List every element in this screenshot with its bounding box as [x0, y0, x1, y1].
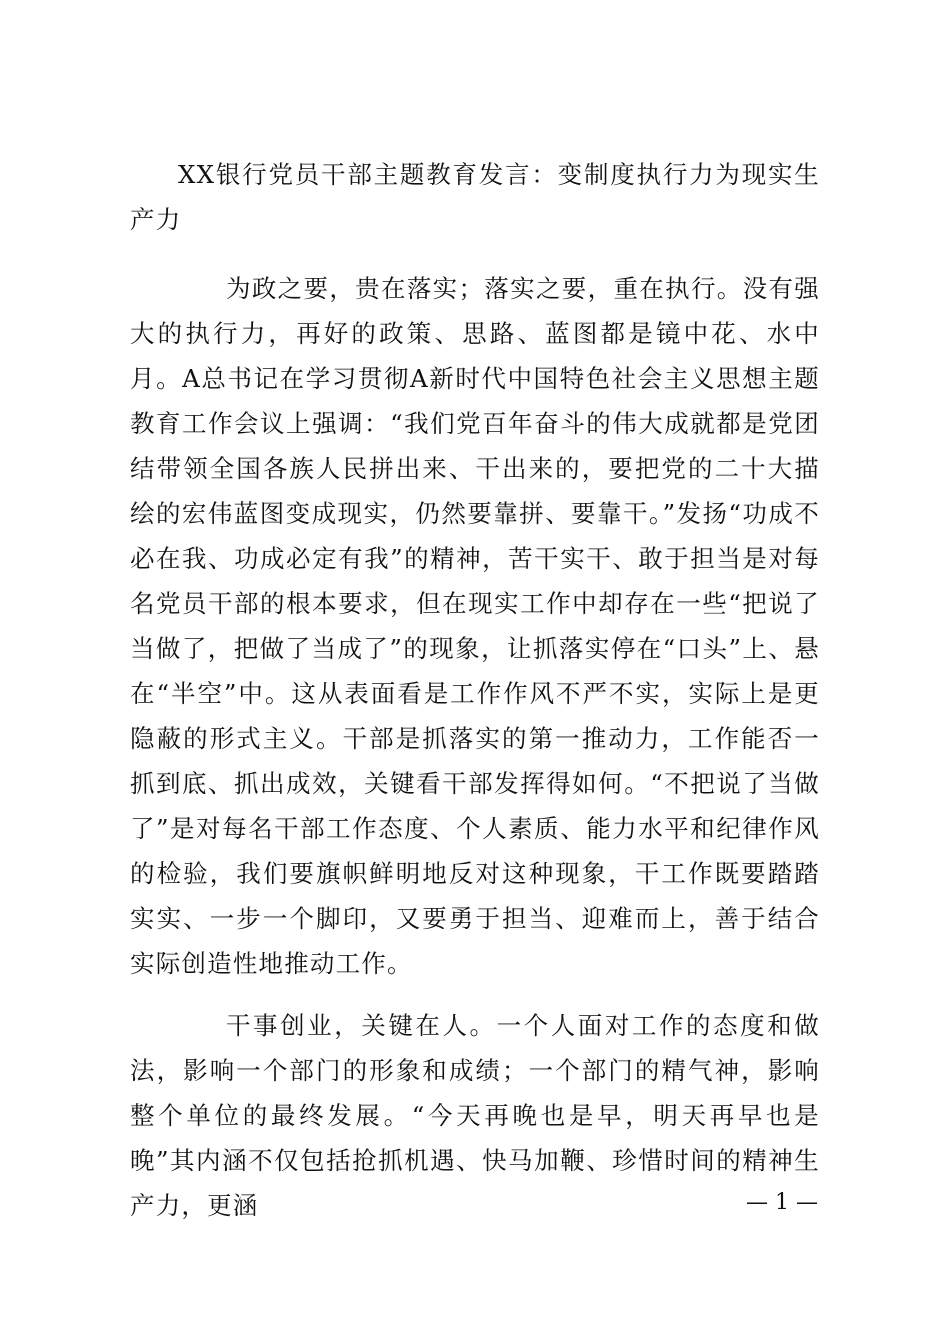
document-title: XX银行党员干部主题教育发言：变制度执行力为现实生产力: [130, 160, 820, 234]
page-number: — 1 —: [746, 1190, 818, 1215]
body-paragraph-2: 干事创业，关键在人。一个人面对工作的态度和做法，影响一个部门的形象和成绩；一个部门的精气神，影响整个单位的最终发展。“今天再晚也是早，明天再早也是晚”其内涵不仅包括抢抓机遇、快马加鞭、珍惜时间的精神生产力，更涵: [130, 1011, 820, 1220]
body-paragraph-1: 为政之要，贵在落实；落实之要，重在执行。没有强大的执行力，再好的政策、思路、蓝图都是镜中花、水中月。A总书记在学习贯彻A新时代中国特色社会主义思想主题教育工作会议上强调：“我们党百年奋斗的伟大成就都是党团结带领全国各族人民拼出来、干出来的，要把党的二十大描绘的宏伟蓝图变成现实，仍然要靠拼、要靠干。”发扬“功成不必在我、功成必定有我”的精神，苦干实干、敢于担当是对每名党员干部的根本要求，但在现实工作中却存在一些“把说了当做了，把做了当成了”的现象，让抓落实停在“口头”上、悬在“半空”中。这从表面看是工作作风不严不实，实际上是更隐蔽的形式主义。干部是抓落实的第一推动力，工作能否一抓到底、抓出成效，关键看干部发挥得如何。“不把说了当做了”是对每名干部工作态度、个人素质、能力水平和纪律作风的检验，我们要旗帜鲜明地反对这种现象，干工作既要踏踏实实、一步一个脚印，又要勇于担当、迎难而上，善于结合实际创造性地推动工作。: [130, 274, 820, 978]
